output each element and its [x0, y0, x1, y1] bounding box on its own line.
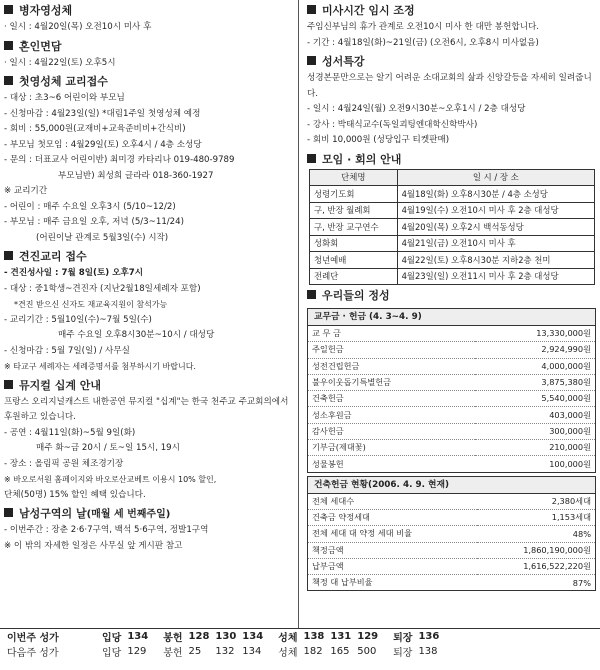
table-cell: 성체 [278, 633, 298, 644]
text-line: - 회비 : 55,000원(교재비+교육준비비+간식비) [4, 124, 186, 134]
table-cell: 청년예배 [310, 252, 398, 269]
table-cell: 4월23일(일) 오전11시 미사 후 2층 대성당 [397, 268, 594, 285]
table-header-row [310, 169, 595, 186]
table-cell: 134 [242, 631, 264, 642]
table-cell: 4월20일(목) 오후2시 백석동성당 [397, 219, 594, 236]
table-cell: 퇴장 [393, 648, 413, 659]
building-fund-table [308, 494, 595, 591]
table-row [4, 629, 442, 644]
text-line: - 신청마감 : 4월23일(일) *대림1주일 첫영성체 예정 [4, 108, 201, 119]
table-cell: 132 [215, 646, 235, 657]
table-row [4, 644, 442, 659]
table-cell: 210,000원 [475, 440, 595, 456]
hymn-table [4, 629, 442, 659]
text-line: · 일시 : 4월20일(목) 오전10시 미사 후 [4, 22, 152, 32]
table-cell: 3,875,380원 [475, 374, 595, 390]
section-header: 뮤지컬 십계 안내 [0, 376, 296, 395]
table-row [308, 558, 595, 574]
section-header: 남성구역의 날(매월 세 번째주일) [0, 504, 296, 523]
section-header: 견진교리 접수 [0, 247, 296, 266]
square-bullet-icon [4, 251, 13, 260]
table-row [310, 202, 595, 219]
table-cell: 403,000원 [475, 407, 595, 423]
text-line: - 문의 : 더표교사 어린이반) 최미경 카타리나 019-480-9789 [4, 155, 235, 165]
table-cell: 책정 대 납부비율 [312, 577, 373, 588]
table-cell: 130 [215, 631, 237, 642]
text-line: ※ 타교구 세례자는 세례증명서를 첨부하시기 바랍니다. [4, 362, 196, 371]
text-line: ※ 교리기간 [4, 186, 48, 196]
table-cell: 1,153세대 [477, 509, 595, 525]
table-row [308, 542, 595, 558]
square-bullet-icon [4, 76, 13, 85]
square-bullet-icon [4, 5, 13, 14]
table-cell: 165 [330, 646, 350, 657]
table-cell: 134 [127, 631, 149, 642]
table-row [308, 526, 595, 542]
square-bullet-icon [307, 56, 316, 65]
paragraph: 프랑스 오리지널캐스트 내한공연 뮤지컬 "십계"는 한국 천주교 주교회의에서 후원하고 있습니다. [4, 396, 289, 422]
text-line: - 어린이 : 매주 수요일 오후3시 (5/10~12/2) [4, 201, 176, 212]
table-cell: 128 [188, 631, 210, 642]
text-line: - 부모님 첫모임 : 4월29일(토) 오후4시 / 4층 소성당 [4, 139, 202, 150]
section-header: 병자영성체 [0, 1, 296, 20]
table-cell: 4월21일(금) 오전10시 미사 후 [397, 235, 594, 252]
table-cell: 1,616,522,220원 [477, 558, 595, 574]
table-cell: 성체 [278, 648, 298, 659]
text-line: 매주 수요일 오후8시30분~10시 / 대성당 [58, 330, 215, 340]
column-header: 단체명 [310, 169, 398, 186]
table-row [308, 456, 595, 472]
left-column [0, 0, 296, 554]
table-cell: 건축헌금 [308, 391, 475, 407]
table-cell: 성전건립헌금 [308, 358, 475, 374]
section-header: 우리들의 정성 [303, 286, 600, 305]
table-row [310, 252, 595, 269]
column-divider [298, 0, 299, 628]
table-row [308, 358, 595, 374]
table-row [310, 235, 595, 252]
section-header: 첫영성체 교리접수 [0, 72, 296, 91]
box-title: 교무금 · 헌금 (4. 3~4. 9) [308, 309, 595, 326]
table-row [310, 219, 595, 236]
table-cell: 100,000원 [549, 458, 591, 469]
table-row [308, 575, 595, 591]
table-row [310, 186, 595, 203]
text-line: - 신청마감 : 5월 7일(일) / 사무실 [4, 345, 130, 356]
table-cell: 건축금 약정세대 [308, 509, 477, 525]
table-cell: 87% [572, 577, 591, 588]
paragraph: 성경본문만으로는 알기 어려운 소대교회의 삶과 신앙갈등을 자세히 일려줍니다. [307, 73, 592, 99]
table-row [308, 342, 595, 358]
table-cell: 주일헌금 [308, 342, 475, 358]
table-cell: 성물봉헌 [312, 458, 344, 469]
text-line: - 회비 10,000원 (성당입구 티켓판매) [307, 135, 450, 145]
table-cell: 봉헌 [163, 633, 183, 644]
table-row [308, 407, 595, 423]
table-cell: 136 [418, 631, 440, 642]
table-cell: 1,860,190,000원 [477, 542, 595, 558]
table-cell: 129 [357, 631, 379, 642]
box-title: 건축헌금 현황(2006. 4. 9. 현재) [308, 477, 595, 494]
text-line: 매주 화~금 20시 / 토~일 15시, 19시 [36, 443, 180, 453]
table-row [310, 268, 595, 285]
table-row [308, 326, 595, 342]
table-row [308, 391, 595, 407]
text-line: - 장소 : 올림픽 공원 체조경기장 [4, 458, 124, 469]
column-header: 일 시 / 장 소 [397, 169, 594, 186]
table-row [308, 494, 595, 510]
table-cell: 전례단 [310, 268, 398, 285]
table-cell: 전체 세대수 [308, 494, 477, 510]
table-cell: 131 [330, 631, 352, 642]
text-line: ※ 바오로서원 홈페이지와 바오로산교베트 이용시 10% 할인, [4, 475, 217, 484]
table-cell: 25 [188, 646, 202, 657]
table-cell: 전체 세대 대 약정 세대 비율 [308, 526, 477, 542]
square-bullet-icon [307, 290, 316, 299]
table-cell: 13,330,000원 [475, 326, 595, 342]
hymn-footer [0, 628, 600, 670]
text-line: · 일시 : 4월22일(토) 오후5시 [4, 57, 116, 68]
text-line: 주임신부님의 휴가 관계로 오전10시 미사 한 대만 봉헌합니다. [307, 22, 540, 32]
section-header: 모임 · 회의 안내 [303, 150, 600, 169]
table-cell: 138 [418, 646, 438, 657]
table-cell: 성화회 [310, 235, 398, 252]
square-bullet-icon [4, 380, 13, 389]
table-cell: 300,000원 [475, 423, 595, 439]
table-cell: 138 [303, 631, 325, 642]
text-line: - 대상 : 초3~6 어린이와 부모님 [4, 93, 125, 103]
text-line: - 부모님 : 매주 금요일 오후, 저녁 (5/3~11/24) [4, 217, 184, 227]
text-line: - 견진성사일 : 7월 8일(토) 오후7시 [4, 268, 144, 278]
table-cell: 입당 [102, 648, 122, 659]
table-cell: 4월22일(토) 오후8시30분 지하2층 천미 [397, 252, 594, 269]
table-cell: 182 [303, 646, 323, 657]
text-line: - 대상 : 중1학생~견진자 (지난2월18일세례자 포함) [4, 283, 201, 294]
text-line: *견진 받으신 신자도 재교육지원이 참석가능 [14, 300, 168, 309]
table-cell: 2,380세대 [477, 494, 595, 510]
table-cell: 교 무 금 [308, 326, 475, 342]
text-line: - 기간 : 4월18일(화)~21일(금) (오전6시, 오후8시 미사없음) [307, 37, 539, 48]
table-cell: 성령기도회 [310, 186, 398, 203]
text-line: - 공연 : 4월11일(화)~5월 9일(화) [4, 427, 136, 438]
table-cell: 성소후원금 [308, 407, 475, 423]
table-cell: 4월19일(수) 오전10시 미사 후 2층 대성당 [397, 202, 594, 219]
table-row [308, 423, 595, 439]
table-cell: 입당 [102, 633, 122, 644]
table-cell: 퇴장 [393, 633, 413, 644]
section-header: 성서특강 [303, 52, 600, 71]
offering-table [308, 326, 595, 472]
table-cell: 5,540,000원 [475, 391, 595, 407]
offering-box [307, 308, 596, 473]
table-row [308, 374, 595, 390]
row-label: 이번주 성가 [7, 633, 59, 644]
square-bullet-icon [4, 508, 13, 517]
text-line: 부모님반) 최성희 글라라 018-360-1927 [58, 170, 214, 181]
text-line: - 일시 : 4월24일(월) 오전9시30분~오후1시 / 2층 대성당 [307, 104, 526, 114]
table-cell: 감사헌금 [308, 423, 475, 439]
section-header: 미사시간 임시 조정 [303, 1, 600, 20]
text-line: - 교리기간 : 5월10일(수)~7월 5일(수) [4, 314, 152, 325]
row-label: 다음주 성가 [7, 648, 59, 659]
square-bullet-icon [307, 154, 316, 163]
building-fund-box [307, 476, 596, 592]
text-line: - 강사 : 박태식교수(독일괴팅엔대학신학박사) [307, 119, 478, 130]
table-cell: 기부금(제대꽃) [308, 440, 475, 456]
table-cell: 2,924,990원 [475, 342, 595, 358]
text-line: (어린이날 관계로 5월3일(수) 시작) [36, 232, 169, 243]
table-cell: 48% [477, 526, 595, 542]
table-cell: 책정금액 [308, 542, 477, 558]
table-cell: 134 [242, 646, 262, 657]
table-cell: 불우이웃돕기특별헌금 [308, 374, 475, 390]
text-line: 단체(50명) 15% 할인 혜택 있습니다. [4, 489, 146, 500]
table-cell: 구, 반장 월례회 [310, 202, 398, 219]
table-row [308, 509, 595, 525]
table-cell: 4,000,000원 [475, 358, 595, 374]
table-cell: 구, 반장 교구연수 [310, 219, 398, 236]
text-line: ※ 이 밖의 자세한 일정은 사무실 앞 게시판 참고 [4, 540, 183, 551]
table-row [308, 440, 595, 456]
table-cell: 4월18일(화) 오후8시30분 / 4층 소성당 [397, 186, 594, 203]
square-bullet-icon [4, 41, 13, 50]
table-cell: 납부금액 [308, 558, 477, 574]
text-line: - 이번주간 : 장춘 2·6·7구역, 백석 5·6구역, 정발1구역 [4, 525, 209, 535]
right-column [303, 0, 600, 591]
section-header: 혼인면담 [0, 37, 296, 56]
meeting-table [309, 169, 595, 286]
table-cell: 봉헌 [163, 648, 183, 659]
square-bullet-icon [307, 5, 316, 14]
table-cell: 129 [127, 646, 147, 657]
table-cell: 500 [357, 646, 377, 657]
